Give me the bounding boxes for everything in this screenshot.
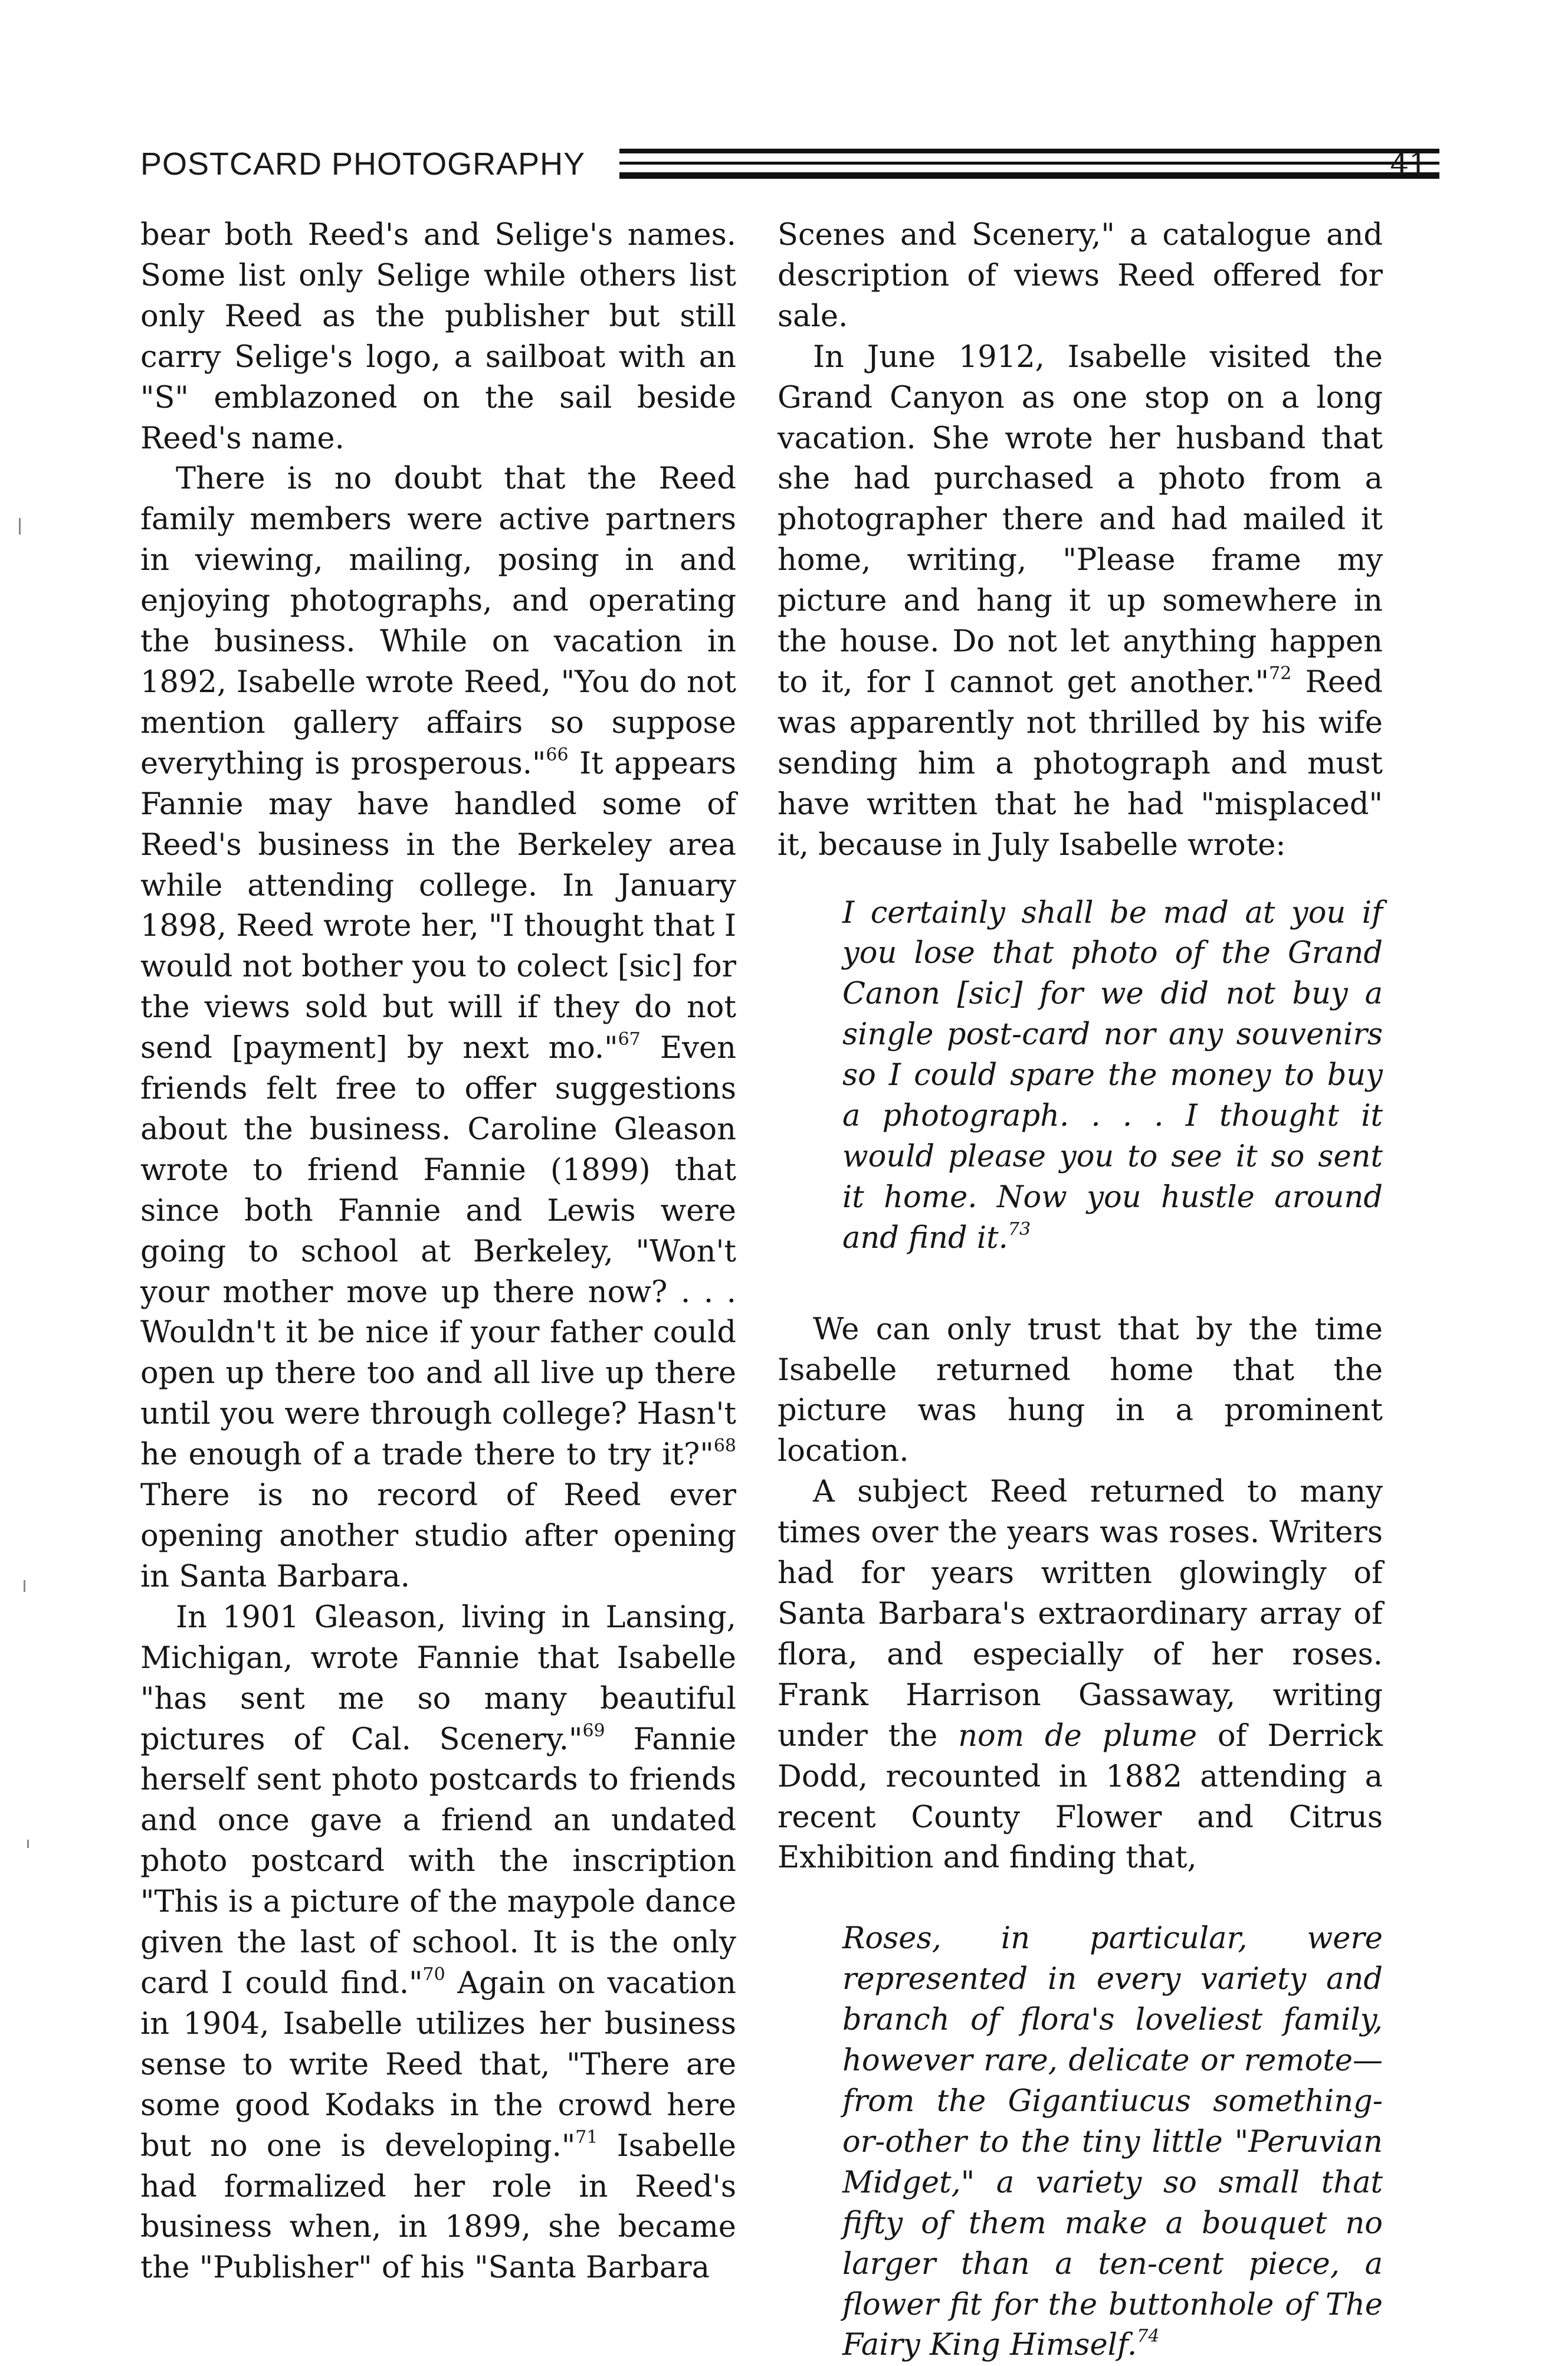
text-span: A subject Reed returned to many times over the years was roses. Writers had for years written glowingly of Santa Barbara's extraordinary array of flora, and especially of her roses. Frank Harrison Gassaway, writing under the [778,1474,1383,1754]
footnote-67: 67 [618,1029,641,1050]
footnote-66: 66 [546,744,569,765]
quote-text: I certainly shall be mad at you if you lose that photo of the Grand Canon [sic] for we did not buy a single post-card nor any souvenirs so I could spare the money to buy a photograph. . . . I thought it would please you to see it so sent it home. Now you hustle around and find it. [842,895,1383,1256]
right-paragraph-2 [778,337,1383,866]
margin-mark [27,1840,29,1848]
running-head: POSTCARD PHOTOGRAPHY [140,146,586,182]
left-paragraph-3 [140,1598,736,2289]
text-span: There is no record of Reed ever opening another studio after opening in Santa Barbara. [140,1478,736,1594]
left-column [140,215,736,2289]
right-paragraph-1: Scenes and Scenery," a catalogue and description of views Reed offered for sale. [778,218,1383,334]
page-number: 41 [1390,147,1428,181]
text-span: In 1901 Gleason, living in Lansing, Michigan, wrote Fannie that Isabelle "has sent me so many beautiful pictures of Cal. Scenery." [140,1600,736,1757]
text-span: Even friends felt free to offer suggestions about the business. Caroline Gleason wrote to friend Fannie (1899) that since both Fannie and Lewis were going to school at Berkeley, "Won't your mother move up there now? . . . Wouldn't it be nice if your father could open up there too and all live up there until you were through college? Hasn't he enough of a trade there to try it?" [140,1031,737,1473]
header-rule-top [619,149,1439,153]
margin-mark [24,1580,25,1592]
page-header [136,140,1428,205]
text-span: There is no doubt that the Reed family members were active partners in viewing, mailing, posing in and enjoying photographs, and operating the business. While on vacation in 1892, Isabelle wrote Reed, "You do not mention gallery affairs so suppose everything is prosperous." [140,461,736,781]
text-span: Again on vacation in 1904, Isabelle utilizes her business sense to write Reed that, "There are some good Kodaks in the crowd here but no one is developing." [140,1965,736,2164]
right-paragraph-3: We can only trust that by the time Isabelle returned home that the picture was hung in a prominent location. [778,1312,1383,1469]
header-rules [619,149,1439,183]
left-paragraph-2 [140,459,736,1597]
text-span: It appears Fannie may have handled some of Reed's business in the Berkeley area while attending college. In January 1898, Reed wrote her, "I thought that I would not bother you to colect [sic] for the views sold but will if they do not send [payment] by next mo." [140,746,737,1066]
block-quote-2 [842,1919,1383,2366]
header-rule-bottom [619,172,1439,179]
margin-mark [19,518,21,535]
quote-text: Roses, in particular, were represented in every variety and branch of flora's loveliest family, however rare, delicate or remote—from the Gigantiucus something-or-other to the tiny little "Peruvian Midget," a variety so small that fifty of them make a bouquet no larger than a ten-cent piece, a flower fit for the buttonhole of The Fairy King Himself. [842,1921,1383,2363]
right-paragraph-4 [778,1472,1383,1879]
footnote-74: 74 [1137,2326,1160,2347]
text-span: Isabelle had formalized her role in Reed's business when, in 1899, she became the "Publisher" of his "Santa Barbara [140,2128,736,2286]
footnote-71: 71 [575,2126,598,2148]
left-paragraph-1: bear both Reed's and Selige's names. Some list only Selige while others list only Reed as the publisher but still carry Selige's logo, a sailboat with an "S" emblazoned on the sail beside Reed's name. [140,218,736,456]
text-span: In June 1912, Isabelle visited the Grand Canyon as one stop on a long vacation. She wrote her husband that she had purchased a photo from a photographer there and had mailed it home, writing, "Please frame my picture and hang it up somewhere in the house. Do not let anything happen to it, for I cannot get another." [778,339,1383,700]
footnote-68: 68 [713,1436,736,1457]
text-span: Reed was apparently not thrilled by his wife sending him a photograph and must have written that he had "misplaced" it, because in July Isabelle wrote: [778,664,1383,863]
footnote-73: 73 [1008,1218,1031,1240]
footnote-69: 69 [582,1720,605,1741]
footnote-72: 72 [1269,663,1292,684]
italic-term: nom de plume [958,1718,1198,1754]
block-quote-1 [842,893,1383,1259]
footnote-70: 70 [422,1964,445,1985]
text-span: Fannie herself sent photo postcards to friends and once gave a friend an undated photo postcard with the inscription "This is a picture of the maypole dance given the last of school. It is the only card I could find." [140,1722,736,2001]
header-rule-middle [619,162,1439,165]
text-span: of Derrick Dodd, recounted in 1882 attending a recent County Flower and Citrus Exhibition and finding that, [778,1718,1383,1876]
right-column [778,215,1383,2366]
